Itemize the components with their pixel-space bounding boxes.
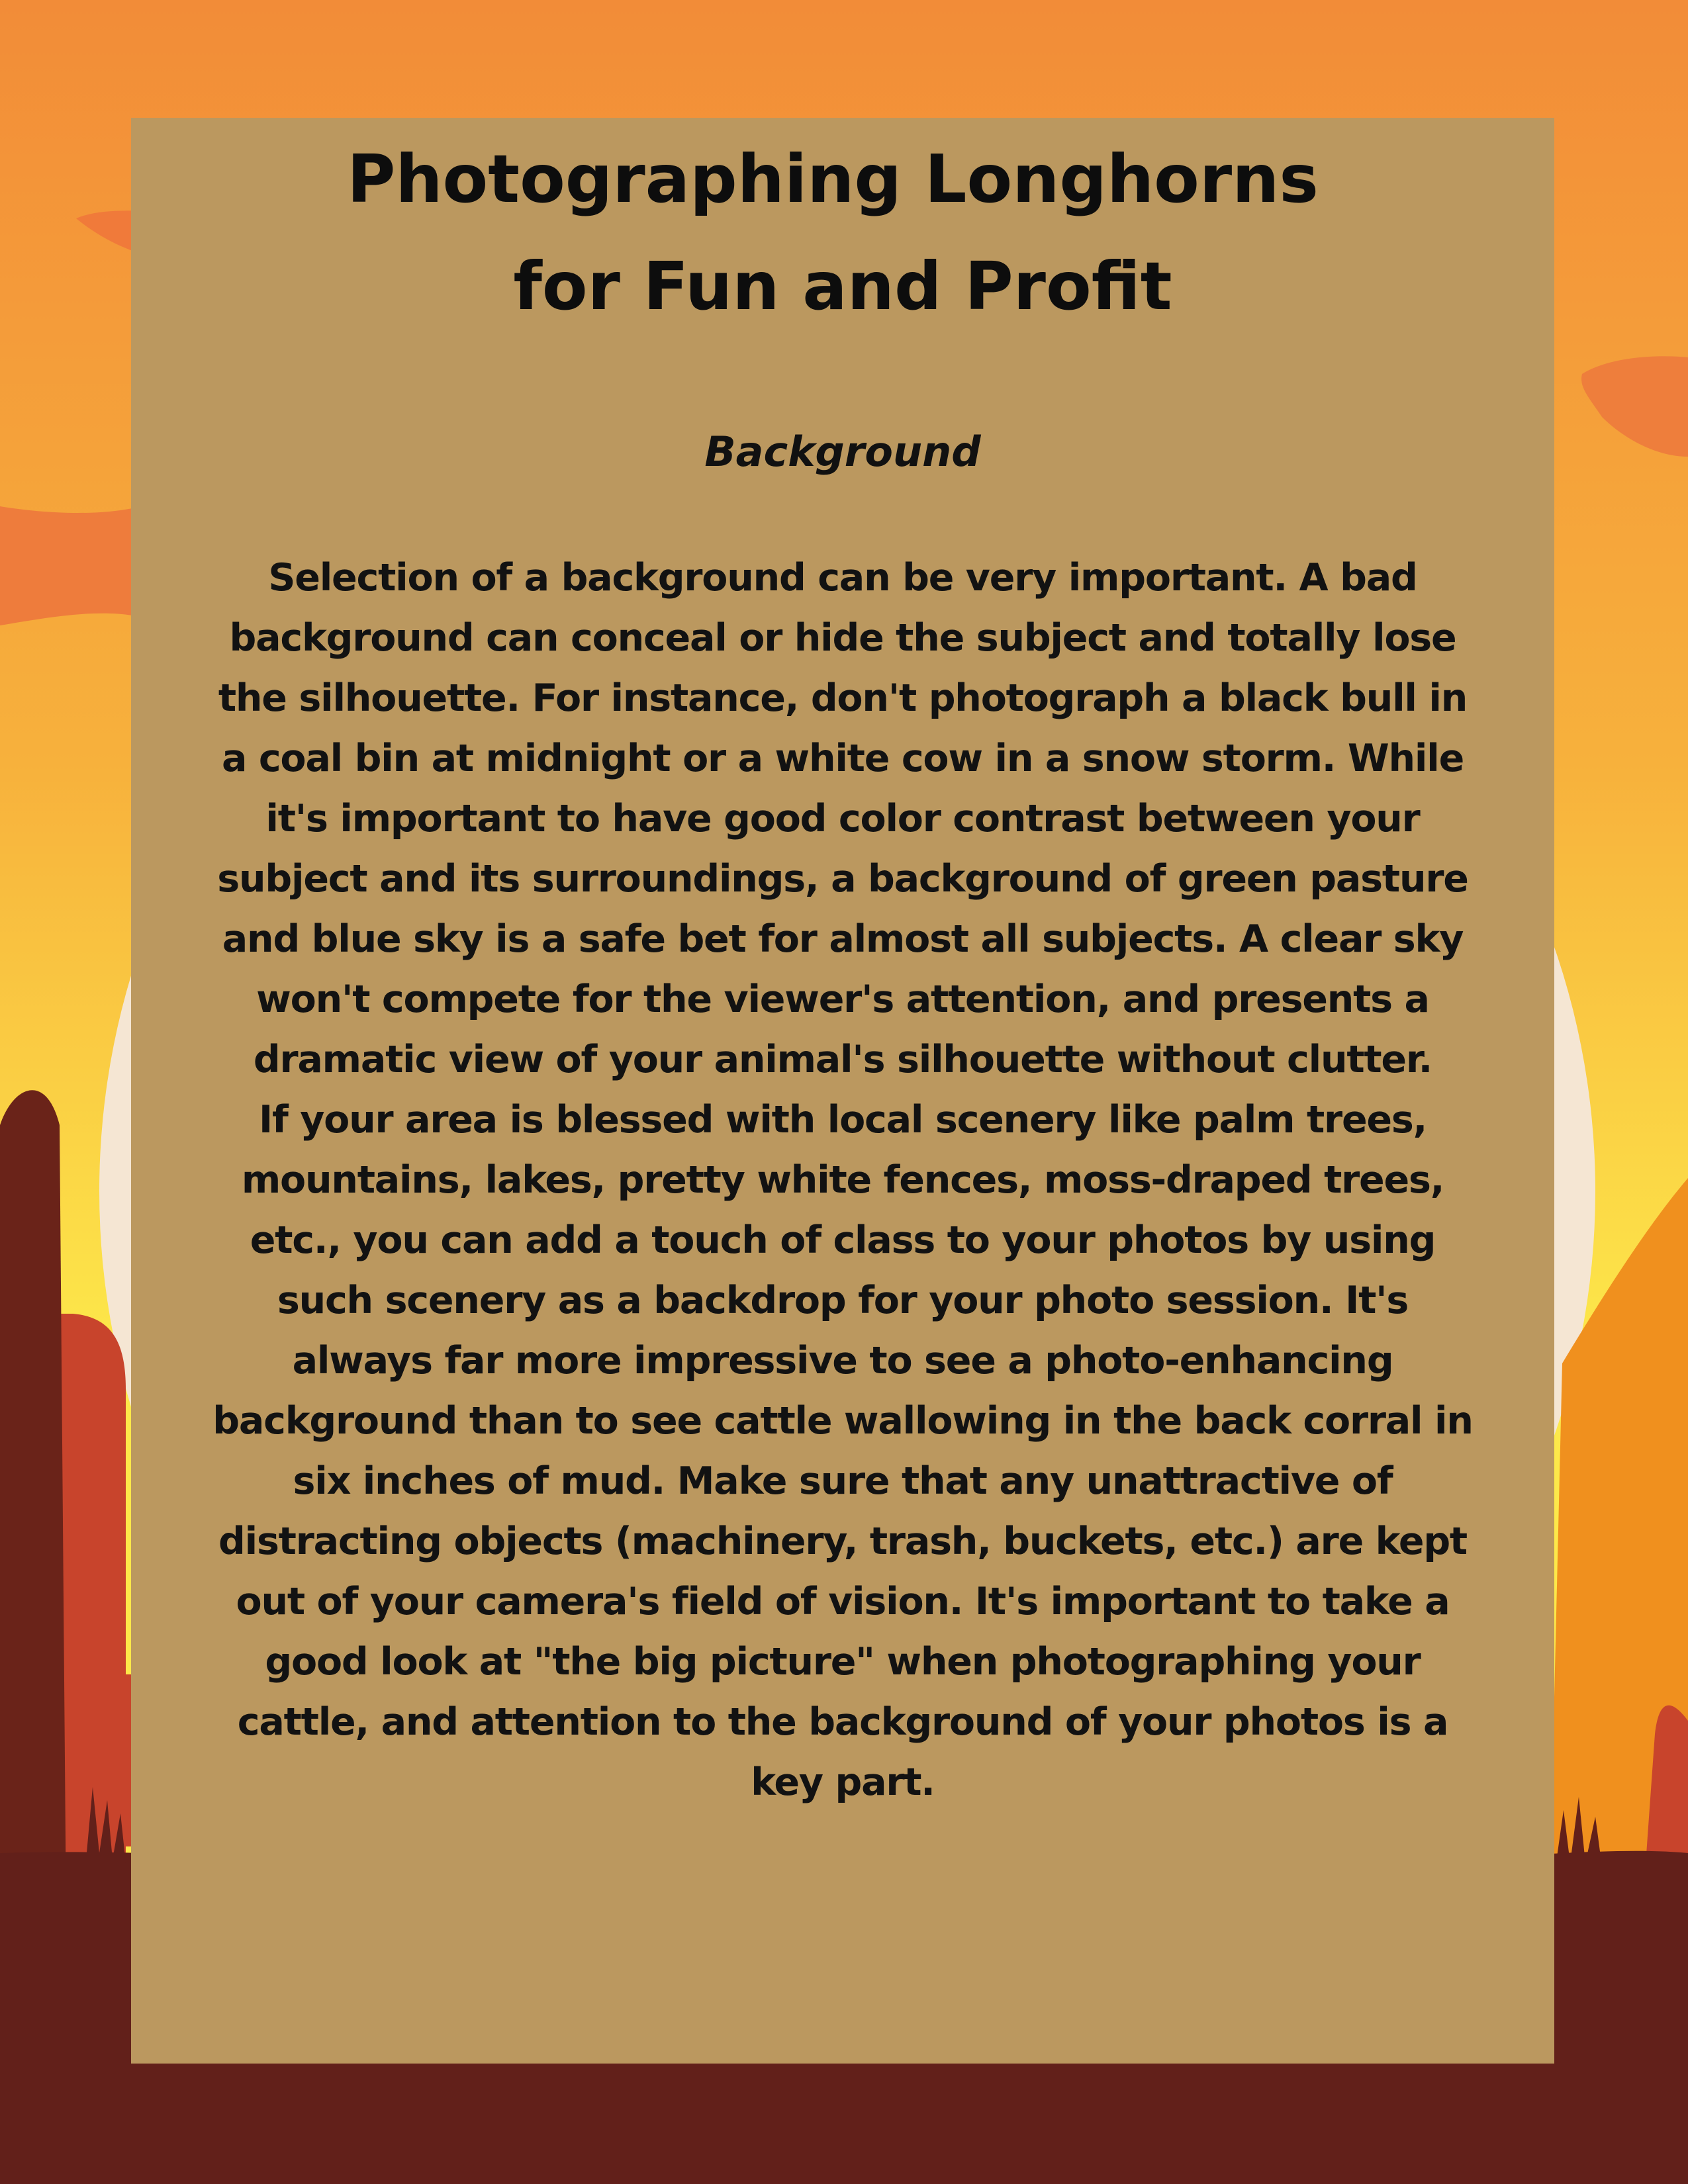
body-line: cattle, and attention to the background of your photos is a xyxy=(237,1700,1448,1744)
body-line: If your area is blessed with local scenery like palm trees, xyxy=(258,1098,1427,1142)
body-line: good look at "the big picture" when photographing your xyxy=(265,1640,1421,1684)
body-line: key part. xyxy=(751,1760,935,1804)
body-line: Selection of a background can be very important. A bad xyxy=(268,556,1417,600)
title-line: Photographing Longhorns xyxy=(347,140,1319,218)
body-line: etc., you can add a touch of class to your photos by using xyxy=(250,1218,1436,1262)
article-panel xyxy=(131,118,1554,2064)
title-line: for Fun and Profit xyxy=(513,248,1172,325)
body-paragraph xyxy=(171,548,1515,1813)
body-line: mountains, lakes, pretty white fences, moss-draped trees, xyxy=(241,1158,1444,1202)
body-line: always far more impressive to see a photo-enhancing xyxy=(292,1339,1393,1383)
body-line: background than to see cattle wallowing in the back corral in xyxy=(212,1399,1473,1443)
body-line: won't compete for the viewer's attention, and presents a xyxy=(256,978,1429,1021)
body-line: it's important to have good color contrast between your xyxy=(265,797,1420,841)
body-line: six inches of mud. Make sure that any unattractive of xyxy=(293,1459,1393,1503)
body-line: and blue sky is a safe bet for almost all subjects. A clear sky xyxy=(222,917,1464,961)
body-line: such scenery as a backdrop for your photo session. It's xyxy=(277,1279,1409,1322)
body-line: the silhouette. For instance, don't photograph a black bull in xyxy=(218,676,1468,720)
cactus-shape xyxy=(0,1090,66,1919)
body-line: a coal bin at midnight or a white cow in a snow storm. While xyxy=(221,737,1464,780)
page-title xyxy=(131,126,1554,340)
body-line: distracting objects (machinery, trash, buckets, etc.) are kept xyxy=(218,1520,1467,1563)
body-line: background can conceal or hide the subject and totally lose xyxy=(229,616,1456,660)
section-heading: Background xyxy=(704,428,981,476)
body-line: dramatic view of your animal's silhouette without clutter. xyxy=(253,1038,1432,1081)
body-line: out of your camera's field of vision. It's important to take a xyxy=(236,1580,1450,1623)
body-line: subject and its surroundings, a background of green pasture xyxy=(217,857,1468,901)
